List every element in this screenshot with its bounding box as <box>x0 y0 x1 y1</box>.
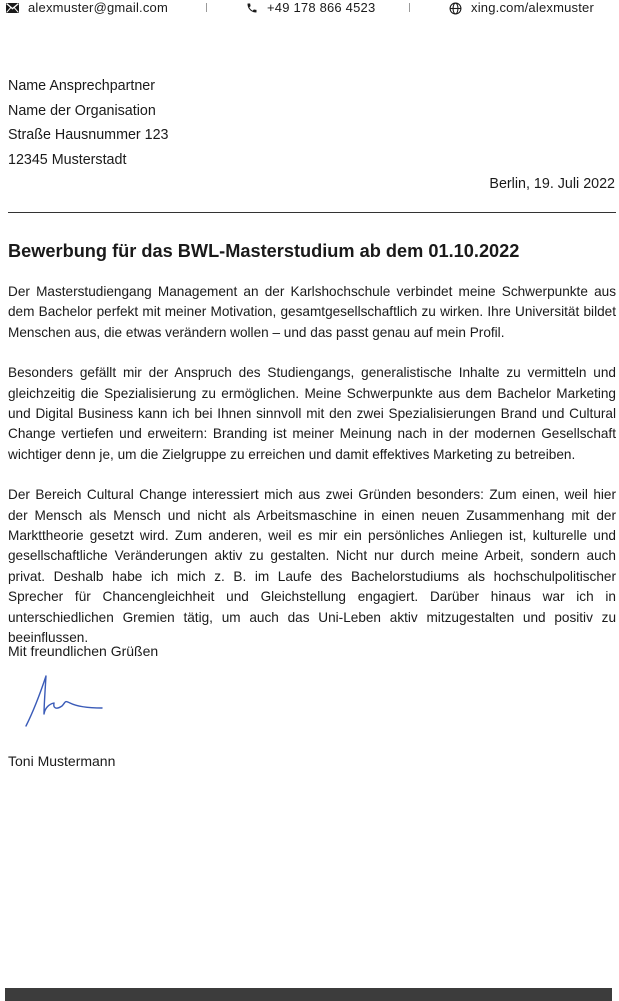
phone-icon <box>246 2 258 14</box>
letter-body <box>8 282 616 669</box>
body-paragraph-1: Der Masterstudiengang Management an der Karlshochschule verbindet meine Schwerpunkte aus dem Bachelor perfekt mit meiner Motivation, gesamtgesellschaftlich zu wirken. Ihre Universität bildet Menschen aus, die etwas verändern wollen – und das passt genau auf mein Profil. <box>8 284 616 340</box>
recipient-street: Straße Hausnummer 123 <box>8 127 169 143</box>
contact-phone[interactable] <box>246 0 375 16</box>
letter-subject: Bewerbung für das BWL-Masterstudium ab dem 01.10.2022 <box>8 241 520 261</box>
closing-greeting: Mit freundlichen Grüßen <box>8 643 159 659</box>
recipient-organization: Name der Organisation <box>8 102 156 119</box>
recipient-city: 12345 Musterstadt <box>8 151 127 168</box>
signature-image <box>18 670 118 732</box>
email-text: alexmuster@gmail.com <box>28 0 169 15</box>
recipient-contact-name: Name Ansprechpartner <box>8 78 156 94</box>
globe-icon <box>449 2 462 15</box>
contact-email[interactable] <box>6 0 168 16</box>
web-text: xing.com/alexmuster <box>471 0 595 15</box>
footer-bar <box>5 988 612 1001</box>
body-paragraph-3: Der Bereich Cultural Change interessiert mich aus zwei Gründen besonders: Zum einen, weil hier der Mensch als Mensch und nicht als Arbeitsmaschine in einen neuen Zusammenhang mit der Markttheorie gesetzt wird. Zum anderen, weil es mir ein persönliches Anliegen ist, kulturelle und gesellschaftliche Veränderungen aktiv zu gestalten. Nicht nur durch meine Arbeit, sondern auch privat. Deshalb habe ich mich z. B. im Laufe des Bachelorstudiums als hochschulpolitischer Sprecher für Chancengleichheit und Gleichstellung engagiert. Darüber hinaus war ich in unterschiedlichen Gremien tätig, um auch das Uni-Leben aktiv mitzugestalten und positiv zu beeinflussen. <box>8 487 616 646</box>
contact-separator <box>206 3 207 12</box>
contact-bar <box>0 0 619 18</box>
phone-text: +49 178 866 4523 <box>267 0 376 15</box>
contact-web[interactable] <box>449 0 594 16</box>
sender-name: Toni Mustermann <box>8 753 116 769</box>
contact-separator <box>409 3 410 12</box>
letter-date: Berlin, 19. Juli 2022 <box>489 176 615 192</box>
envelope-icon <box>6 3 19 13</box>
body-paragraph-2: Besonders gefällt mir der Anspruch des Studiengangs, generalistische Inhalte zu vermitteln und gleichzeitig die Spezialisierung zu ermöglichen. Meine Schwerpunkte aus dem Bachelor Marketing und Digital Business kann ich bei Ihnen sinnvoll mit den zwei Spezialisierungen Brand und Cultural Change vertiefen und erweitern: Branding ist meiner Meinung nach in der modernen Gesellschaft wichtiger denn je, um die Zielgruppe zu erreichen und damit effektives Marketing zu betreiben. <box>8 365 616 462</box>
divider-line <box>8 212 616 213</box>
recipient-address <box>8 74 169 172</box>
